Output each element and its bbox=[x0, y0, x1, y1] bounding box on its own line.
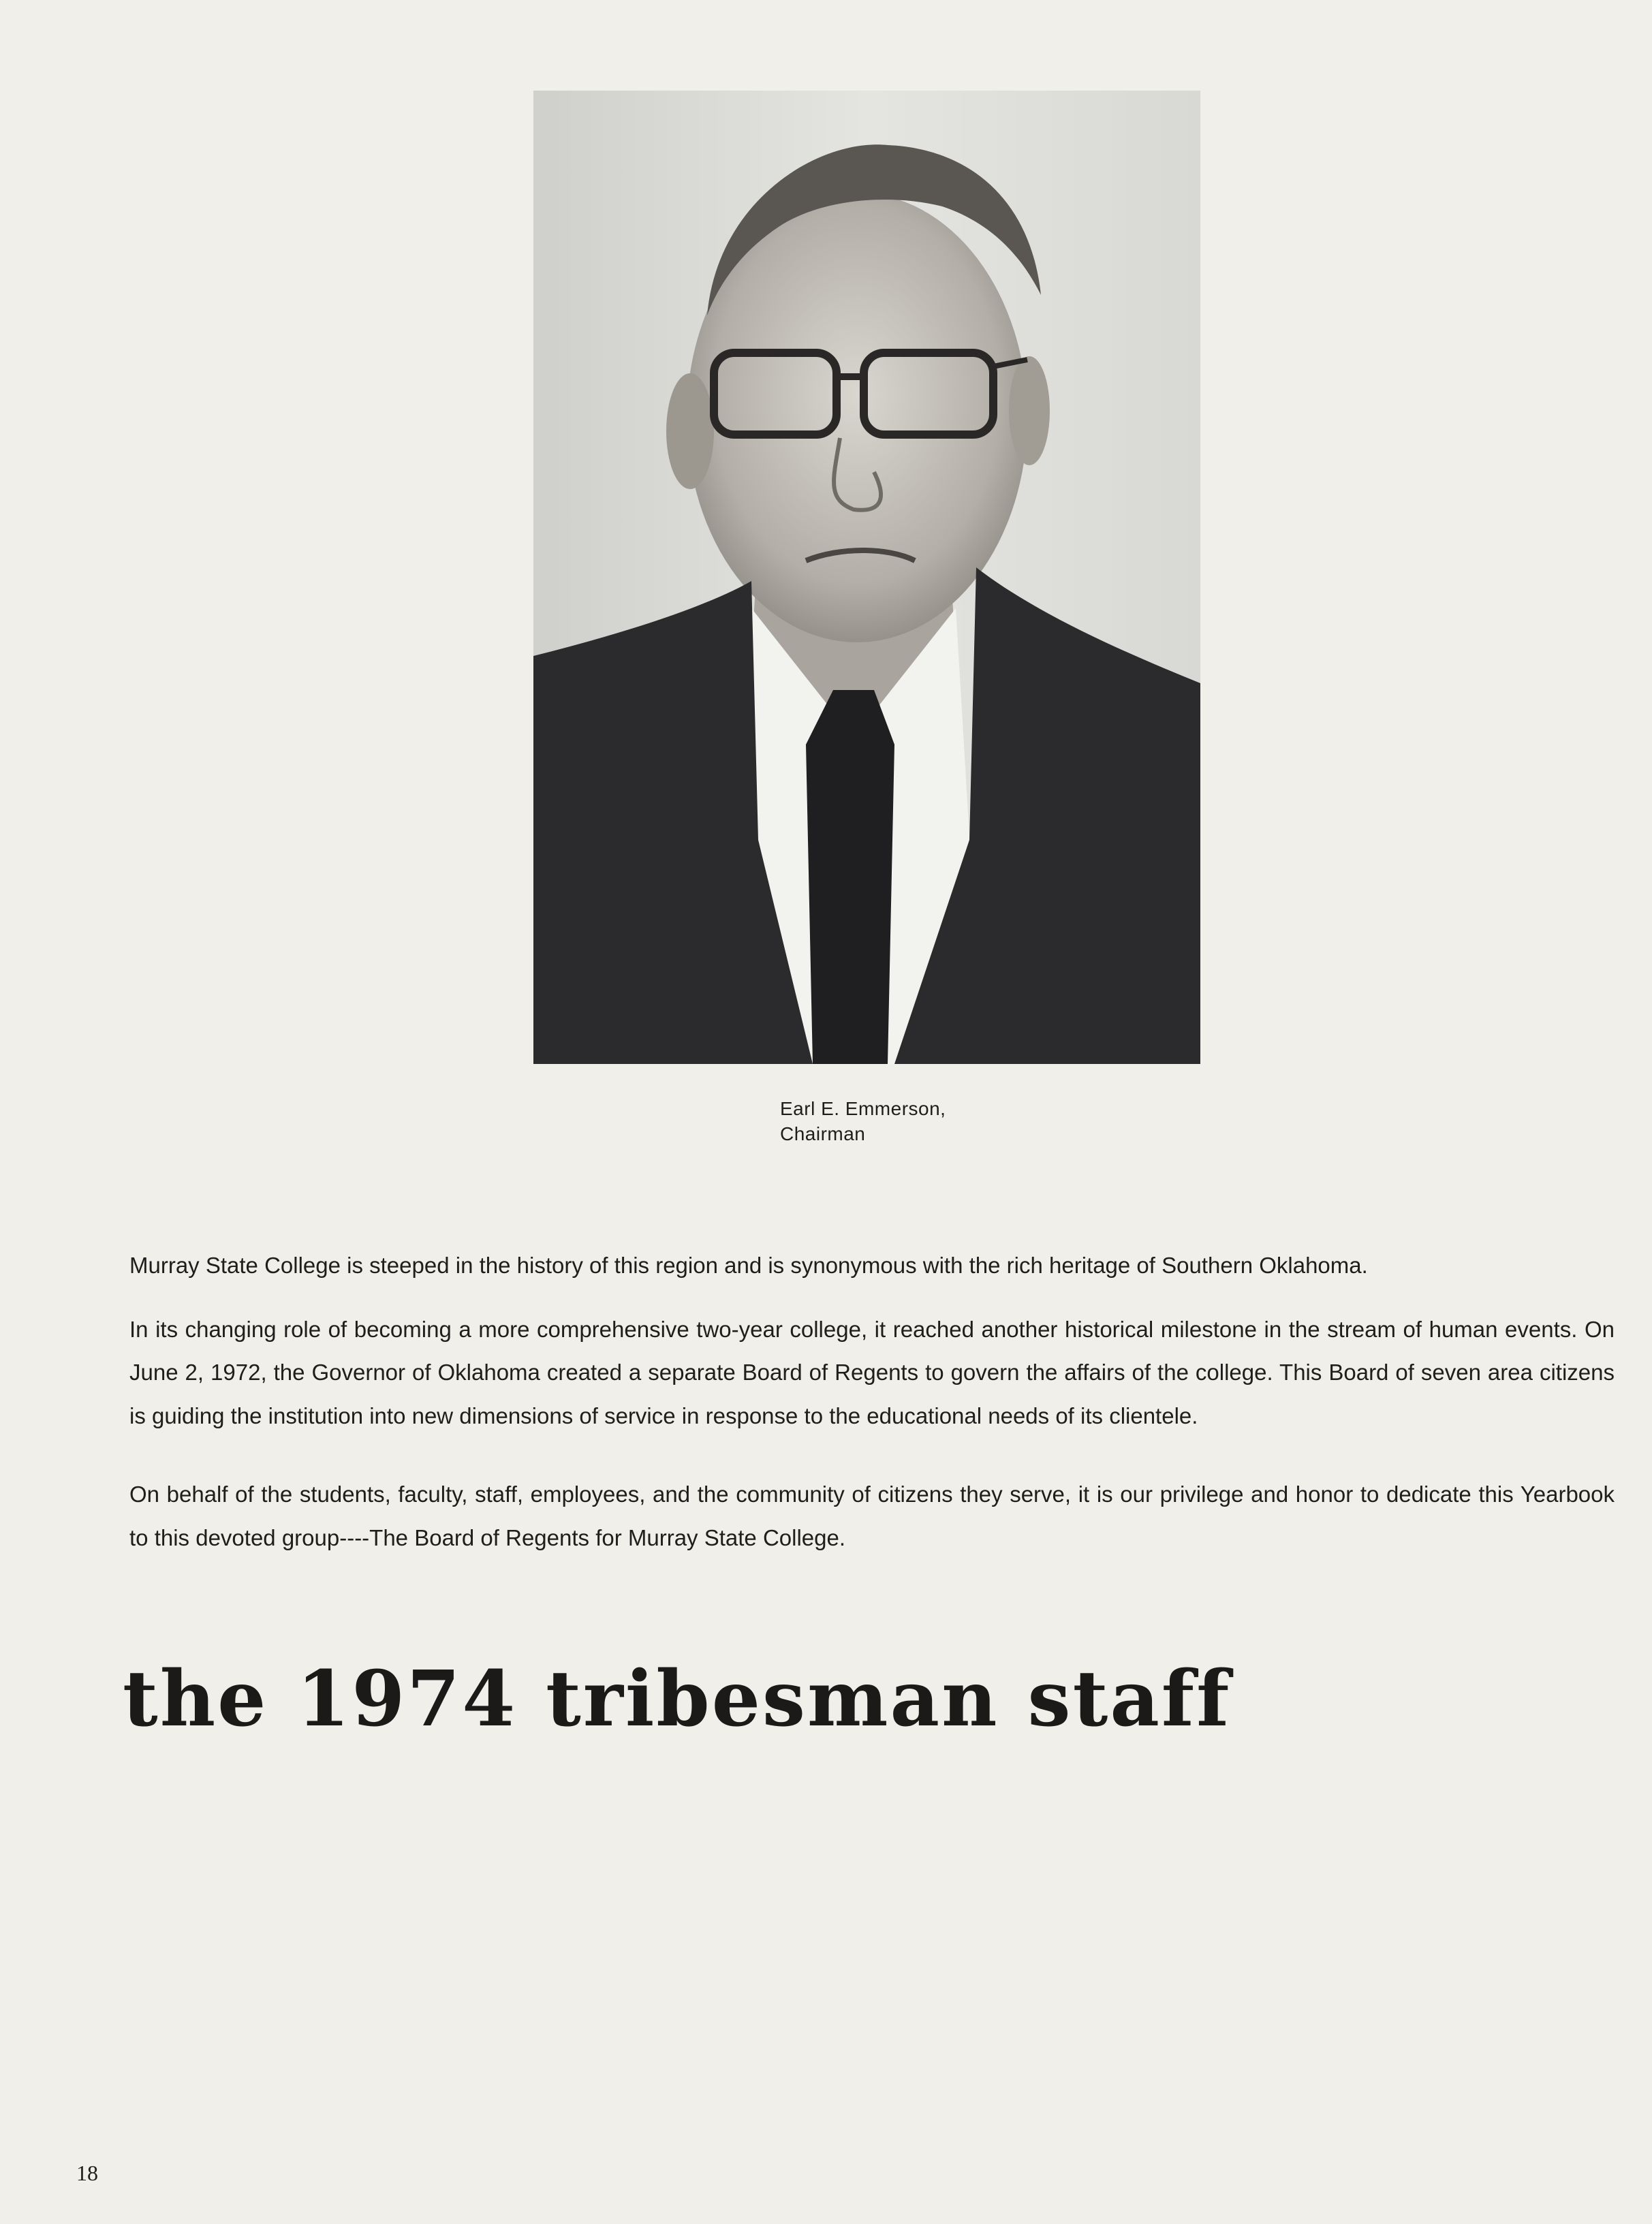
page-number: 18 bbox=[76, 2161, 98, 2185]
portrait-photo bbox=[533, 91, 1200, 1064]
paragraph-milestone: In its changing role of becoming a more comprehensive two-year college, it reached another historical milestone in the stream of human events. On June 2, 1972, the Governor of Oklahoma created a separate Board of Regents to govern the affairs of the college. This Board of seven area citizens is guiding the institution into new dimensions of service in response to the educational needs of its clientele. bbox=[129, 1316, 1615, 1428]
photo-caption bbox=[780, 1096, 946, 1146]
caption-title: Chairman bbox=[780, 1123, 866, 1144]
paragraph-heritage: Murray State College is steeped in the history of this region and is synonymous with the rich heritage of Southern Oklahoma. bbox=[129, 1253, 1368, 1278]
paragraph-dedication: On behalf of the students, faculty, staff, employees, and the community of citizens they serve, it is our privilege and honor to dedicate this Yearbook to this devoted group----The Board of Regents for Murray State College. bbox=[129, 1482, 1615, 1550]
portrait-image bbox=[533, 91, 1200, 1064]
dedication-text bbox=[129, 1244, 1615, 1559]
caption-name: Earl E. Emmerson, bbox=[780, 1098, 946, 1119]
staff-heading: the 1974 tribesman staff bbox=[123, 1655, 1232, 1744]
